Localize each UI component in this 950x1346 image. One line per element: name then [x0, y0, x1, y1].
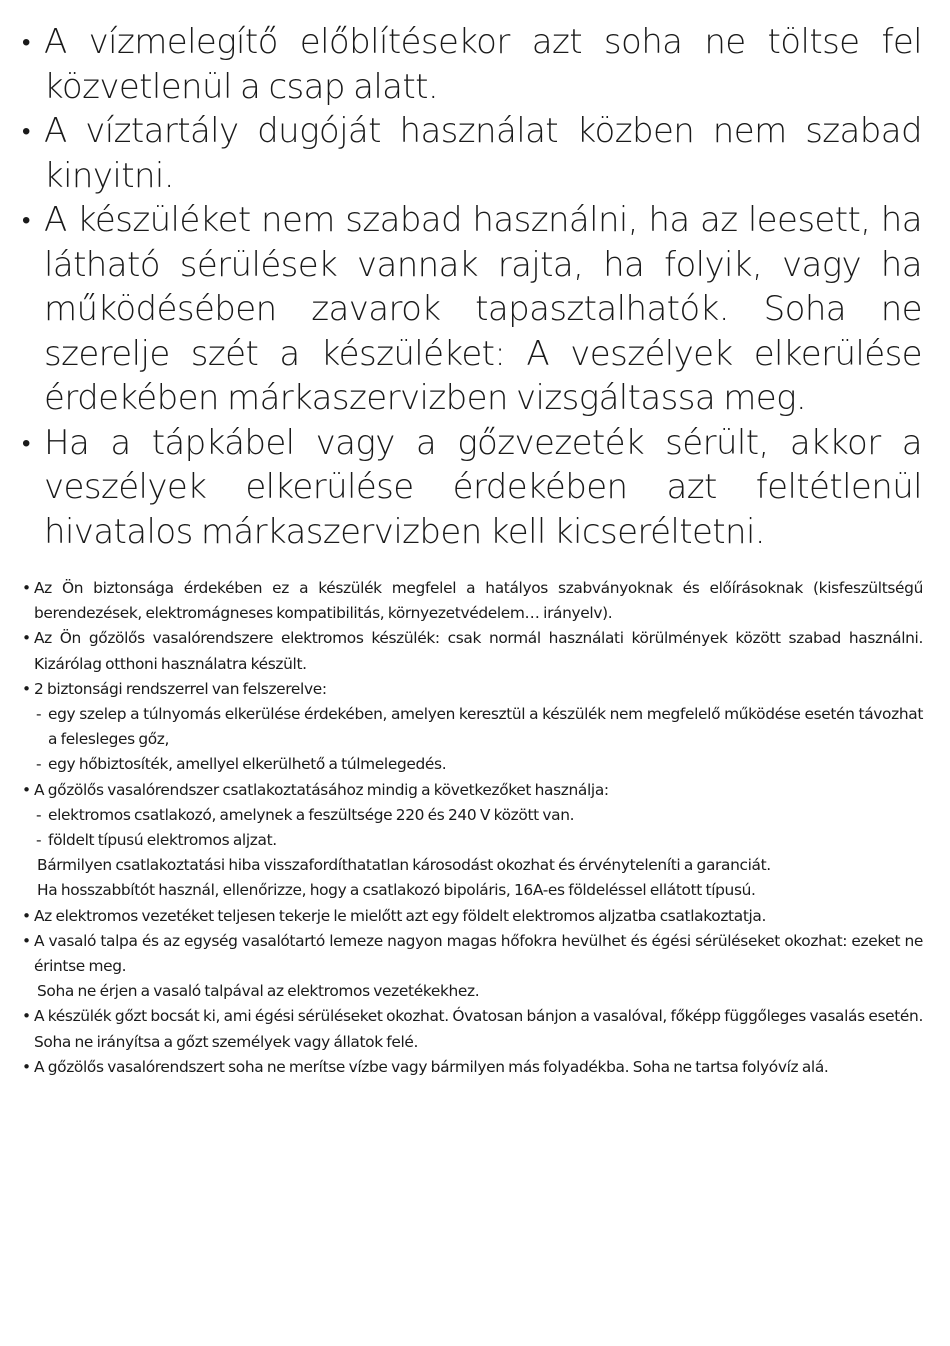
dash-icon: -: [36, 705, 42, 724]
large-safety-text: A víztartály dugóját használat közben nem szabad kinyitni.: [44, 111, 922, 196]
small-safety-subtext: elektromos csatlakozó, amelynek a feszültsége 220 és 240 V között van.: [48, 805, 575, 824]
dash-icon: -: [36, 805, 42, 824]
small-safety-item: [22, 677, 923, 702]
large-safety-item: [22, 421, 922, 555]
bullet-icon: •: [22, 780, 31, 799]
small-safety-note: Soha ne érjen a vasaló talpával az elektromos vezetékekhez.: [37, 982, 480, 1001]
small-safety-subtext: egy szelep a túlnyomás elkerülése érdekében, amelyen keresztül a készülék nem megfelelő működése esetén távozhat a felesleges gőz,: [48, 705, 923, 749]
small-safety-text: Az Ön gőzölős vasalórendszere elektromos készülék: csak normál használati körülmények között szabad használni. Kizárólag otthoni használatra készült.: [34, 629, 923, 673]
bullet-icon: •: [22, 1057, 31, 1076]
small-safety-subitem: [22, 702, 923, 752]
bullet-icon: •: [22, 206, 30, 234]
small-safety-item: [22, 778, 923, 803]
small-safety-subitem: [22, 803, 923, 828]
small-safety-subtext: földelt típusú elektromos aljzat.: [48, 831, 277, 850]
bullet-icon: •: [22, 931, 31, 950]
small-safety-list: [22, 576, 923, 1080]
small-safety-text: Az Ön biztonsága érdekében ez a készülék megfelel a hatályos szabványoknak és előírásoknak (kisfeszültségű berendezések, elektromágneses kompatibilitás, környezetvédelem… irányelv).: [34, 579, 923, 623]
small-safety-note: Bármilyen csatlakoztatási hiba visszafordíthatatlan károsodást okozhat és érvényteleníti a garanciát.: [37, 856, 771, 875]
small-safety-text: Az elektromos vezetéket teljesen tekerje le mielőtt azt egy földelt elektromos aljzatba csatlakoztatja.: [34, 906, 767, 925]
dash-icon: -: [36, 831, 42, 850]
small-safety-item: [22, 929, 923, 979]
small-safety-text: A vasaló talpa és az egység vasalótartó lemeze nagyon magas hőfokra hevülhet és égési sérüléseket okozhat: ezeket ne érintse meg.: [34, 931, 923, 976]
bullet-icon: •: [22, 679, 31, 698]
small-safety-item: [22, 626, 923, 676]
small-safety-subitem: [22, 752, 923, 777]
large-safety-item: [22, 198, 922, 421]
bullet-icon: •: [22, 117, 30, 145]
dash-icon: -: [36, 755, 42, 774]
large-safety-text: Ha a tápkábel vagy a gőzvezeték sérült, akkor a veszélyek elkerülése érdekében azt feltétlenül hivatalos márkaszervizben kell kicseréltetni.: [44, 422, 922, 552]
small-safety-item: [22, 904, 923, 929]
bullet-icon: •: [22, 579, 31, 597]
bullet-icon: •: [22, 428, 30, 457]
small-safety-text: 2 biztonsági rendszerrel van felszerelve:: [34, 679, 327, 698]
small-safety-text: A gőzölős vasalórendszert soha ne merítse vízbe vagy bármilyen más folyadékba. Soha ne tartsa folyóvíz alá.: [34, 1057, 829, 1076]
bullet-icon: •: [22, 28, 30, 56]
large-safety-item: [22, 20, 922, 109]
bullet-icon: •: [22, 906, 31, 925]
small-safety-text: A készülék gőzt bocsát ki, ami égési sérüléseket okozhat. Óvatosan bánjon a vasalóval, főképp függőleges vasalás esetén. Soha ne irányítsa a gőzt személyek vagy állatok felé.: [34, 1007, 923, 1051]
small-safety-subtext: egy hőbiztosíték, amellyel elkerülhető a túlmelegedés.: [48, 755, 447, 774]
large-safety-text: A készüléket nem szabad használni, ha az leesett, ha látható sérülések vannak rajta, ha folyik, vagy ha működésében zavarok tapasztalhatók. Soha ne szerelje szét a készüléket: A veszélyek elkerülése érdekében márkaszervizben vizsgáltassa meg.: [44, 200, 922, 418]
small-safety-item: [22, 1055, 923, 1080]
large-safety-text: A vízmelegítő előblítésekor azt soha ne töltse fel közvetlenül a csap alatt.: [44, 22, 922, 107]
small-safety-item: [22, 1004, 923, 1054]
bullet-icon: •: [22, 1007, 31, 1026]
large-safety-item: [22, 109, 922, 198]
small-safety-text: A gőzölős vasalórendszer csatlakoztatásához mindig a következőket használja:: [34, 780, 609, 799]
small-safety-subitem: [22, 828, 923, 853]
small-safety-item: [22, 576, 923, 626]
small-safety-note: Ha hosszabbítót használ, ellenőrizze, hogy a csatlakozó bipoláris, 16A-es földeléssel ellátott típusú.: [37, 881, 756, 900]
large-safety-list: [22, 20, 922, 554]
bullet-icon: •: [22, 629, 31, 648]
